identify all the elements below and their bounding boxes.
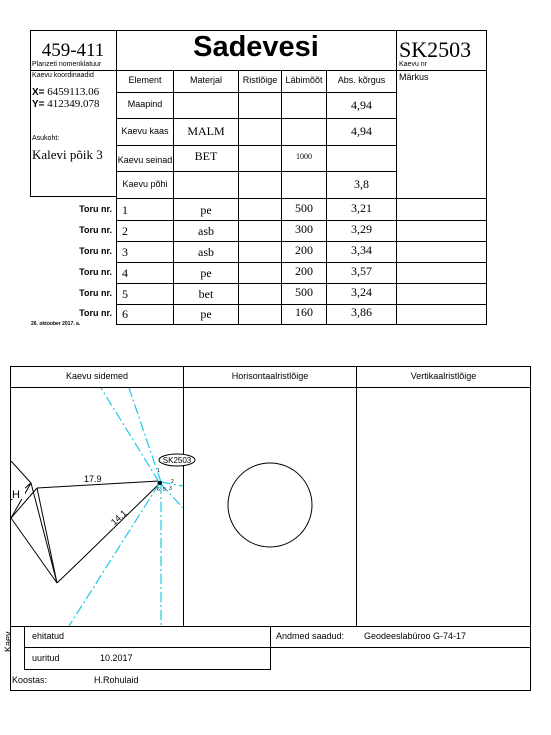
pipe-label: Toru nr. <box>79 288 112 298</box>
pipe-no: 6 <box>122 307 128 321</box>
pipe-diameter: 500 <box>295 201 313 215</box>
pipe-height: 3,29 <box>351 222 372 236</box>
horizontal-section-drawing <box>184 388 356 626</box>
pipe-material: asb <box>198 224 214 238</box>
col-material: Materjal <box>189 75 222 85</box>
row-element: Kaevu kaas <box>121 126 169 136</box>
row-height: 3,8 <box>354 177 369 191</box>
col-cross-section: Ristlõige <box>242 75 278 85</box>
pipe-no: 3 <box>122 245 128 259</box>
nomenclature-number: 459-411 <box>41 40 105 61</box>
pipe-label: Toru nr. <box>79 225 112 235</box>
data-source-label: Andmed saadud: <box>276 631 345 641</box>
pipe-number-label: 3 <box>169 486 172 492</box>
y-value: 412349.078 <box>47 98 100 110</box>
x-label: X= <box>32 87 45 98</box>
pipe-no: 4 <box>122 266 128 280</box>
pipe-height: 3,21 <box>351 201 372 215</box>
col-title-horizontal: Horisontaalristlõige <box>231 371 309 381</box>
pipe-material: asb <box>198 245 214 259</box>
row-height: 4,94 <box>351 124 372 138</box>
nomenclature-label: Planzeti nomenklatuur <box>32 61 102 68</box>
pipe-diameter: 160 <box>295 305 313 319</box>
col-title-connections: Kaevu sidemed <box>65 371 129 381</box>
pipe-label: Toru nr. <box>79 204 112 214</box>
y-coord <box>32 98 100 110</box>
location-value: Kalevi põik 3 <box>32 147 103 162</box>
pipe-material: pe <box>200 203 212 217</box>
col-title-vertical: Vertikaalristlõige <box>410 371 477 381</box>
connections-sketch <box>11 388 192 626</box>
cyan-pipes <box>69 388 183 626</box>
pipe-height: 3,34 <box>351 243 372 257</box>
x-value: 6459113.06 <box>47 86 100 98</box>
pipe-number-label: 5 <box>163 487 166 493</box>
pipe-height: 3,24 <box>351 285 372 299</box>
row-element: Maapind <box>127 99 163 109</box>
data-source-value: Geodeeslabüroo G-74-17 <box>364 631 467 641</box>
pipe-label: Toru nr. <box>79 267 112 277</box>
pipe-no: 5 <box>122 287 128 301</box>
pipe-material: pe <box>200 307 212 321</box>
pipe-diameter: 500 <box>295 285 313 299</box>
pipe-diameter: 200 <box>295 264 313 278</box>
row-material: BET <box>194 149 218 163</box>
distance-label-2: 14.1 <box>108 507 129 528</box>
location-label: Asukoht: <box>32 135 60 142</box>
well-circle <box>228 463 312 547</box>
well-number: SK2503 <box>399 37 472 62</box>
building-letter: H <box>12 489 20 501</box>
pipe-diameter: 300 <box>295 222 313 236</box>
row-element: Kaevu põhi <box>122 179 168 189</box>
surveyed-value: 10.2017 <box>100 653 133 663</box>
x-coord <box>32 86 99 98</box>
pipe-label: Toru nr. <box>79 308 112 318</box>
pipe-label: Toru nr. <box>79 246 112 256</box>
pipe-height: 3,57 <box>351 264 372 278</box>
y-label: Y= <box>32 99 45 110</box>
footer-side-label: Kaev <box>3 631 13 652</box>
pipe-number-label: 1 <box>157 468 160 474</box>
pipe-number-label: 6 <box>157 487 160 493</box>
pipe-material: pe <box>200 266 212 280</box>
col-element: Element <box>128 75 162 85</box>
remarks-label: Märkus <box>399 72 429 82</box>
pipe-number-label: 2 <box>171 479 174 485</box>
well-number-label: Kaevu nr <box>399 61 428 68</box>
author-label: Koostas: <box>12 675 48 685</box>
page-title: Sadevesi <box>193 31 319 63</box>
pipe-no: 2 <box>122 224 128 238</box>
pipe-no: 1 <box>122 203 128 217</box>
pipe-material: bet <box>198 287 214 301</box>
col-diameter: Läbimõõt <box>285 75 323 85</box>
row-height: 4,94 <box>351 98 372 112</box>
pipe-height: 3,86 <box>351 305 372 319</box>
built-label: ehitatud <box>32 631 65 641</box>
row-element: Kaevu seinad <box>117 155 173 165</box>
distance-label-1: 17.9 <box>84 474 102 484</box>
col-abs-height: Abs. kõrgus <box>337 75 386 85</box>
date-note: 26. oktoober 2017. a. <box>31 321 81 327</box>
pipe-diameter: 200 <box>295 243 313 257</box>
pipe-number-label: 4 <box>157 481 160 487</box>
well-label: SK2503 <box>162 456 192 465</box>
author-value: H.Rohulaid <box>94 675 139 685</box>
row-material: MALM <box>187 124 225 138</box>
row-diameter: 1000 <box>296 152 312 161</box>
surveyed-label: uuritud <box>32 653 60 663</box>
coords-label: Kaevu koordinaadid <box>32 72 94 79</box>
